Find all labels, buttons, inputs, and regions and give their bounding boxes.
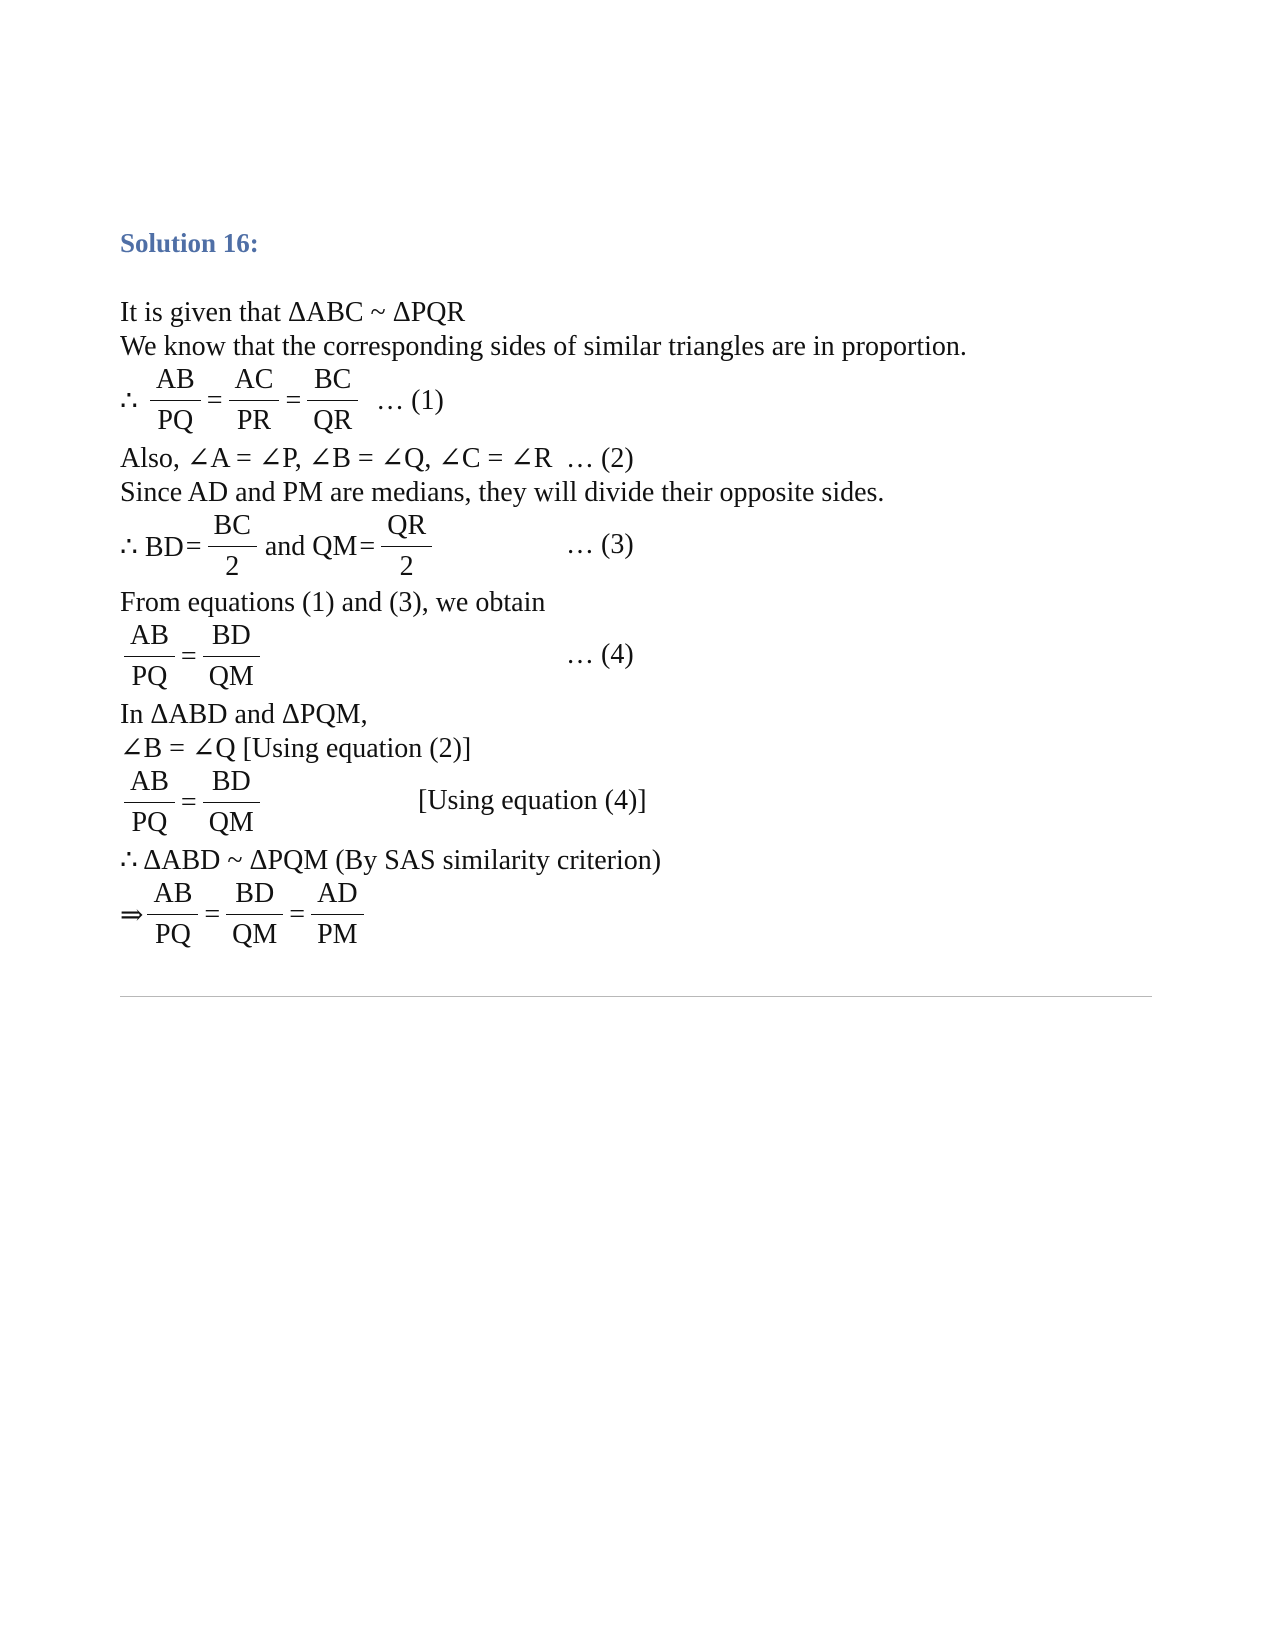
equation-tag-2: … (2) [566, 443, 634, 474]
fraction-ac-pr [229, 362, 280, 439]
equation-using-4 [120, 764, 264, 841]
fraction-bc-qr [307, 362, 358, 439]
fraction-qr-2 [381, 508, 432, 585]
therefore-symbol: ∴ [120, 385, 138, 417]
equation-tag-3: … (3) [566, 529, 634, 560]
numerator: BD [235, 878, 275, 909]
similarity-conclusion: ∴ ΔABD ~ ΔPQM (By SAS similarity criterion) [120, 845, 662, 876]
proportion-statement: We know that the corresponding sides of similar triangles are in proportion. [120, 331, 967, 362]
medians-statement: Since AD and PM are medians, they will divide their opposite sides. [120, 477, 885, 508]
equals-sign: = [359, 530, 376, 562]
fraction-ab-pq [147, 876, 198, 953]
fraction-ab-pq [150, 362, 201, 439]
denominator: PQ [131, 661, 168, 692]
fraction-bc-2 [208, 508, 257, 585]
denominator: 2 [225, 551, 240, 582]
numerator: BD [211, 620, 251, 651]
fraction-bd-qm [226, 876, 283, 953]
denominator: PR [236, 405, 272, 436]
equals-sign: = [285, 384, 302, 416]
denominator: QM [208, 807, 254, 838]
horizontal-divider [120, 996, 1152, 997]
denominator: QM [208, 661, 254, 692]
given-line: It is given that ΔABC ~ ΔPQR [120, 297, 466, 328]
numerator: AC [234, 364, 274, 395]
numerator: AB [130, 766, 169, 797]
equals-sign: = [180, 640, 197, 672]
denominator: QM [232, 919, 278, 950]
equals-sign: = [180, 786, 197, 818]
equals-sign: = [206, 384, 223, 416]
equals-sign: = [185, 530, 202, 562]
numerator: BC [213, 510, 251, 541]
from-equations-line: From equations (1) and (3), we obtain [120, 587, 546, 618]
fraction-bd-qm [203, 764, 260, 841]
denominator: PQ [131, 807, 168, 838]
equation-3 [120, 508, 436, 585]
denominator: PQ [155, 919, 191, 950]
qm-label: and QM [264, 530, 358, 562]
equals-sign: = [204, 898, 221, 930]
using-equation-4-note: [Using equation (4)] [418, 785, 647, 816]
equation-1 [120, 362, 444, 439]
numerator: AB [130, 620, 169, 651]
angle-b-q-line: ∠B = ∠Q [Using equation (2)] [120, 733, 472, 764]
equation-tag-4: … (4) [566, 639, 634, 670]
angle-equalities: Also, ∠A = ∠P, ∠B = ∠Q, ∠C = ∠R [120, 443, 553, 474]
fraction-ab-pq [124, 618, 175, 695]
fraction-ad-pm [311, 876, 363, 953]
numerator: AB [153, 878, 193, 909]
fraction-bd-qm [203, 618, 260, 695]
final-equation [120, 876, 368, 953]
fraction-ab-pq [124, 764, 175, 841]
equation-4 [120, 618, 264, 695]
triangles-line: In ΔABD and ΔPQM, [120, 699, 368, 730]
implies-symbol: ⇒ [120, 899, 144, 931]
numerator: AB [155, 364, 195, 395]
numerator: BD [211, 766, 251, 797]
denominator: PQ [157, 405, 194, 436]
equation-tag-1: … (1) [376, 384, 444, 416]
numerator: QR [387, 510, 427, 541]
denominator: QR [313, 405, 353, 436]
numerator: AD [317, 878, 358, 909]
denominator: PM [317, 919, 358, 950]
solution-heading: Solution 16: [120, 228, 259, 258]
denominator: 2 [399, 551, 414, 582]
equals-sign: = [289, 898, 306, 930]
bd-label: ∴ BD [120, 531, 184, 563]
numerator: BC [314, 364, 352, 395]
